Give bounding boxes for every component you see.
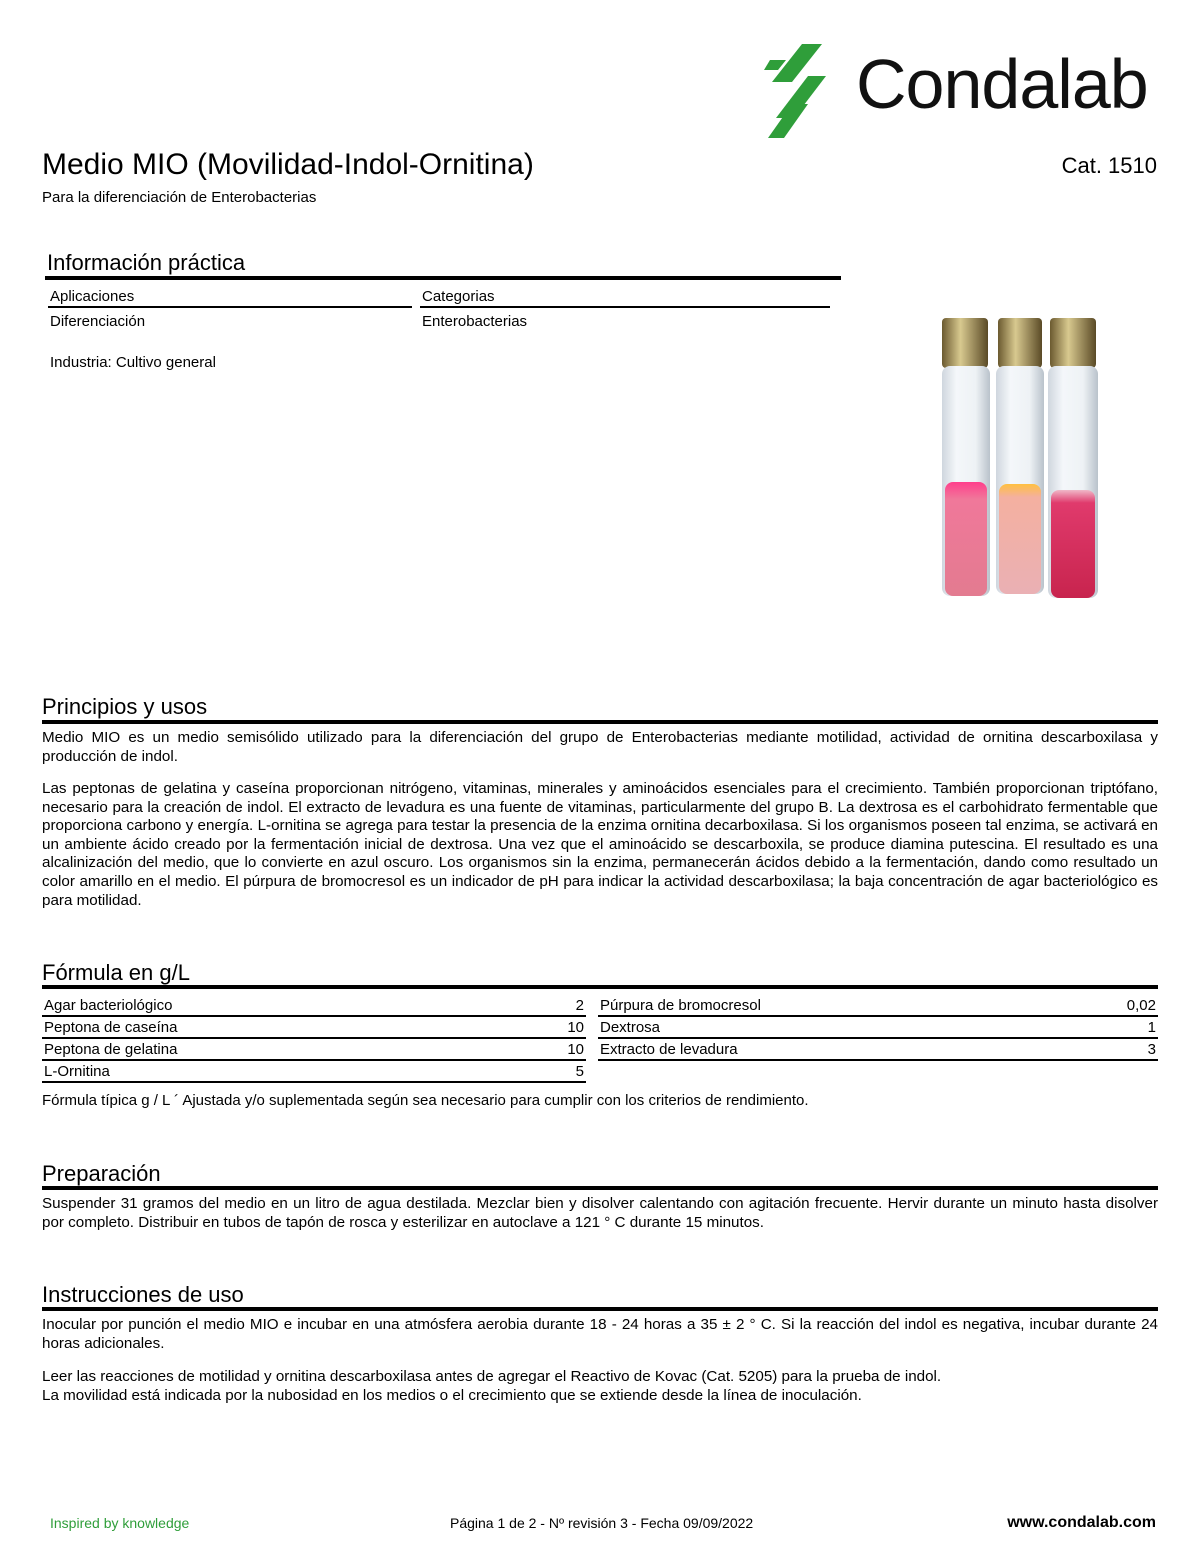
ingredient-value: 5 (575, 1063, 584, 1080)
brand-name: Condalab (856, 45, 1148, 123)
tube-1 (942, 318, 990, 596)
formula-row (42, 1039, 586, 1061)
instructions-rule (42, 1307, 1158, 1311)
formula-row (598, 1039, 1158, 1061)
preparation-paragraph: Suspender 31 gramos del medio en un litro de agua destilada. Mezclar bien y disolver calentando con agitación frecuente. Hervir durante un minuto hasta disolver por completo. Distribuir en tubos de tapón de rosca y esterilizar en autoclave a 121 ° C durante 15 minutos. (42, 1195, 1158, 1231)
formula-row (42, 1017, 586, 1039)
footer-page-info: Página 1 de 2 - Nº revisión 3 - Fecha 09/09/2022 (450, 1515, 754, 1531)
preparation-heading: Preparación (42, 1161, 161, 1186)
formula-row (42, 995, 586, 1017)
ingredient-value: 10 (567, 1019, 584, 1036)
preparation-rule (42, 1186, 1158, 1190)
formula-row (42, 1061, 586, 1083)
formula-row (598, 995, 1158, 1017)
condalab-mark-icon (764, 44, 828, 138)
instructions-paragraph-1: Inocular por punción el medio MIO e incubar en una atmósfera aerobia durante 18 - 24 horas a 35 ± 2 ° C. Si la reacción del indol es negativa, incubar durante 24 horas adicionales. (42, 1316, 1158, 1352)
ingredient-value: 10 (567, 1041, 584, 1058)
ingredient-name: Peptona de gelatina (44, 1041, 178, 1058)
ingredient-value: 2 (575, 997, 584, 1014)
ingredient-value: 3 (1147, 1041, 1156, 1058)
practical-rule (45, 276, 841, 280)
ingredient-name: Peptona de caseína (44, 1019, 178, 1036)
practical-heading: Información práctica (47, 250, 246, 275)
applications-value: Diferenciación (50, 313, 146, 330)
principles-rule (42, 720, 1158, 724)
page-title: Medio MIO (Movilidad-Indol-Ornitina) (42, 148, 534, 181)
formula-heading: Fórmula en g/L (42, 960, 190, 985)
applications-header: Aplicaciones (50, 288, 135, 305)
ingredient-value: 1 (1147, 1019, 1156, 1036)
formula-rule (42, 985, 1158, 989)
ingredient-name: Agar bacteriológico (44, 997, 173, 1014)
industry-text: Industria: Cultivo general (50, 354, 216, 371)
tube-2 (996, 318, 1044, 594)
principles-paragraph-2: Las peptonas de gelatina y caseína proporcionan nitrógeno, vitaminas, minerales y aminoácidos esenciales para el crecimiento. También proporcionan triptófano, necesario para la creación de indol. El extracto de levadura es una fuente de vitaminas, particularmente del grupo B. La dextrosa es el carbohidrato fermentable que proporciona carbono y energía. L-ornitina se agrega para testar la presencia de la enzima ornitina decarboxilasa. Si los organismos poseen tal enzima, se activará en un ambiente ácido creado por la fermentación inicial de dextrosa. Una vez que el aminoácido se descarboxila, se produce diamina putescina. El resultado es una alcalinización del medio, que lo convierte en azul oscuro. Los organismos sin la enzima, permanecerán ácidos debido a la fermentación, dando como resultado un color amarillo en el medio. El púrpura de bromocresol es un indicador de pH para indicar la actividad descarboxilasa; la baja concentración de agar bacteriológico es para motilidad. (42, 780, 1158, 909)
principles-heading: Principios y usos (42, 694, 208, 719)
principles-paragraph-1: Medio MIO es un medio semisólido utilizado para la diferenciación del grupo de Enterobacterias mediante motilidad, actividad de ornitina descarboxilasa y producción de indol. (42, 729, 1158, 765)
ingredient-name: Púrpura de bromocresol (600, 997, 761, 1014)
ingredient-name: L-Ornitina (44, 1063, 110, 1080)
condalab-logo (764, 44, 1156, 138)
ingredient-name: Extracto de levadura (600, 1041, 738, 1058)
categories-value: Enterobacterias (422, 313, 528, 330)
categories-header: Categorias (422, 288, 495, 305)
footer-website-link[interactable]: www.condalab.com (1007, 1514, 1156, 1531)
instructions-heading: Instrucciones de uso (42, 1282, 244, 1307)
tube-3 (1048, 318, 1098, 598)
instructions-paragraph-3: La movilidad está indicada por la nubosidad en los medios o el crecimiento que se extiende desde la línea de inoculación. (42, 1387, 862, 1404)
page-subtitle: Para la diferenciación de Enterobacterias (42, 189, 317, 206)
formula-note: Fórmula típica g / L ´ Ajustada y/o suplementada según sea necesario para cumplir con los criterios de rendimiento. (42, 1092, 809, 1109)
footer-slogan: Inspired by knowledge (50, 1515, 190, 1531)
product-photo (936, 312, 1106, 604)
ingredient-value: 0,02 (1126, 997, 1156, 1014)
instructions-paragraph-2: Leer las reacciones de motilidad y ornitina descarboxilasa antes de agregar el Reactivo de Kovac (Cat. 5205) para la prueba de indol. (42, 1368, 942, 1385)
formula-row (598, 1017, 1158, 1039)
applications-rule (48, 306, 412, 308)
ingredient-name: Dextrosa (600, 1019, 661, 1036)
catalog-number: Cat. 1510 (1061, 153, 1157, 178)
categories-rule (420, 306, 830, 308)
